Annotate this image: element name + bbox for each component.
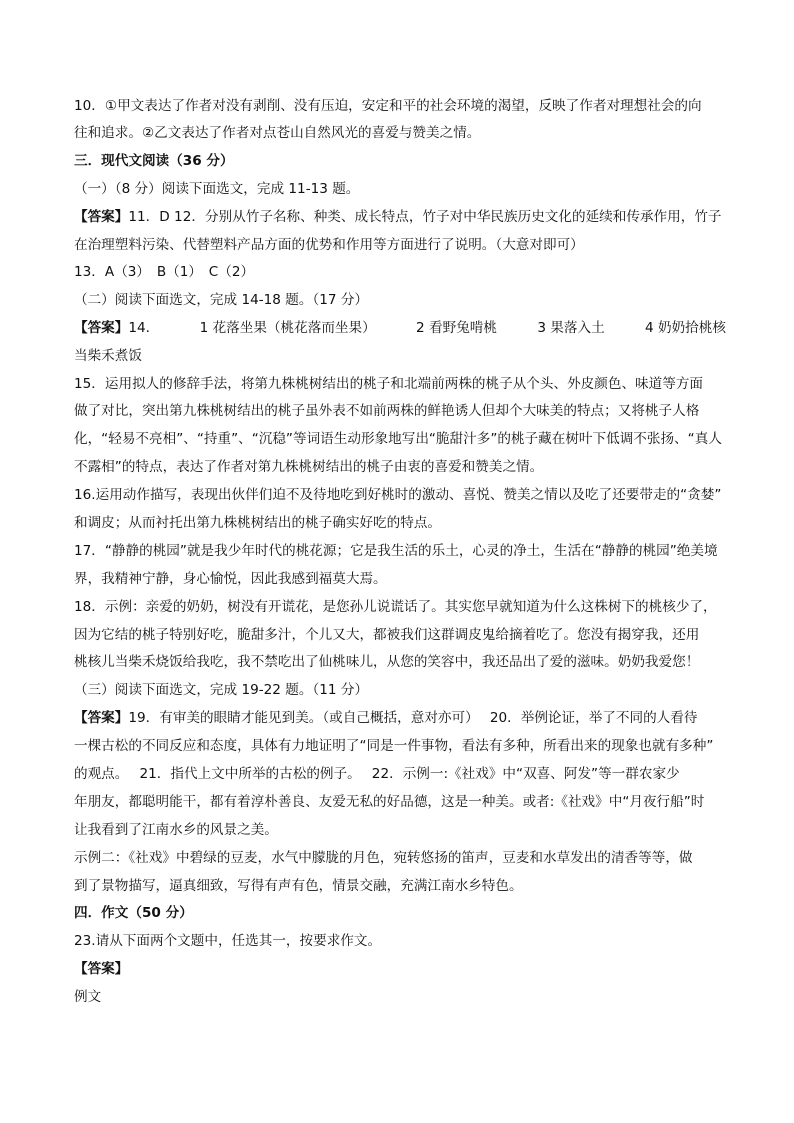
answer-22-example-two-line-1: 示例二：《社戏》中碧绿的豆麦，水气中朦胧的月色，宛转悠扬的笛声，豆麦和水草发出的清香等等，做 [74,850,693,866]
answer-label-23: 【答案】 [74,961,129,977]
answer-14-item-3: 3 果落入土 [537,320,605,336]
answer-15-line-4: 不露相”的特点，表达了作者对第九株桃树结出的桃子由衷的喜爱和赞美之情。 [74,459,544,475]
answer-20-line-2: 一棵古松的不同反应和态度，具体有力地证明了“同是一件事物，看法有多种，所看出来的现象也就有多种” [74,738,714,754]
answer-17-line-1: 17．“静静的桃园”就是我少年时代的桃花源；它是我生活的乐土，心灵的净土，生活在“静静的桃园”绝美境 [74,543,718,559]
answer-14-label-group [74,319,159,337]
answer-text: 19．有审美的眼睛才能见到美。（或自己概括，意对亦可） 20．举例论证，举了不同的人看待 [128,710,698,726]
answer-10-line-1: 10．①甲文表达了作者对没有剥削、没有压迫，安定和平的社会环境的渴望，反映了作者对理想社会的向 [74,98,702,114]
answer-18-line-3: 桃核儿当柴禾烧饭给我吃，我不禁吃出了仙桃味儿，从您的笑容中，我还品出了爱的滋味。奶奶我爱您！ [74,654,700,670]
section-heading-composition: 四．作文（50 分） [74,905,193,921]
answer-label: 【答案】 [74,209,129,225]
sample-essay-label: 例文 [74,989,102,1005]
answer-22-line-2: 年朋友，都聪明能干，都有着淳朴善良、友爱无私的好品德，这是一种美。或者:《社戏》中“月夜行船”时 [74,794,705,810]
answer-14-item-1: 1 花落坐果（桃花落而坐果） [199,320,376,336]
answer-14-item-2: 2 看野兔啃桃 [416,320,497,336]
subsection-two-heading: （二）阅读下面选文，完成 14-18 题。（17 分） [74,292,369,308]
answer-22-example-two-line-2: 到了景物描写，逼真细致，写得有声有色，情景交融，充满江南水乡特色。 [74,878,523,894]
answer-15-line-1: 15．运用拟人的修辞手法，将第九株桃树结出的桃子和北端前两株的桃子从个头、外皮颜色、味道等方面 [74,376,704,392]
subsection-one-heading: （一）（8 分）阅读下面选文，完成 11-13 题。 [74,181,360,197]
answer-11-12-line-1 [74,208,734,226]
answer-label: 【答案】 [74,710,129,726]
answer-22-line-3: 让我看到了江南水乡的风景之美。 [74,822,278,838]
answer-label: 【答案】 [74,320,129,336]
question-23-line: 23.请从下面两个文题中，任选其一，按要求作文。 [74,933,382,949]
section-heading-modern-reading: 三．现代文阅读（36 分） [74,153,234,169]
subsection-three-heading: （三）阅读下面选文，完成 19-22 题。（11 分） [74,682,369,698]
answer-14-item-4: 4 奶奶拾桃核 [645,320,726,336]
answer-18-line-2: 因为它结的桃子特别好吃，脆甜多汁，个儿又大，都被我们这群调皮鬼给摘着吃了。您没有揭穿我，还用 [74,627,700,643]
answer-16-line-2: 和调皮；从而衬托出第九株桃树结出的桃子确实好吃的特点。 [74,515,442,531]
answer-10-line-2: 往和追求。②乙文表达了作者对点苍山自然风光的喜爱与赞美之情。 [74,125,481,141]
answer-13-line: 13．A（3） B（1） C（2） [74,264,255,280]
answer-17-line-2: 界，我精神宁静，身心愉悦，因此我感到福莫大焉。 [74,571,387,587]
answer-15-line-2: 做了对比，突出第九株桃树结出的桃子虽外表不如前两株的鲜艳诱人但却个大味美的特点；又将桃子人格 [74,403,700,419]
answer-18-line-1: 18．示例：亲爱的奶奶，树没有开谎花，是您孙儿说谎话了。其实您早就知道为什么这株树下的桃核少了， [74,599,717,615]
answer-16-line-1: 16.运用动作描写，表现出伙伴们迫不及待地吃到好桃时的激动、喜悦、赞美之情以及吃了还要带走的“贪婪” [74,487,722,503]
answer-14-line-2: 当柴禾煮饭 [74,348,142,364]
answer-11-12-line-2: 在治理塑料污染、代替塑料产品方面的优势和作用等方面进行了说明。（大意对即可） [74,237,584,253]
answer-14-number: 14． [128,320,160,336]
answer-21-22-line: 的观点。 21．指代上文中所举的古松的例子。 22．示例一:《社戏》中“双喜、阿发”等一群农家少 [74,766,680,782]
answer-14-line-1 [74,319,726,337]
answer-15-line-3: 化，“轻易不亮相”、“持重”、“沉稳”等词语生动形象地写出“脆甜汁多”的桃子藏在树叶下低调不张扬、“真人 [74,431,722,447]
answer-19-20-line-1 [74,709,734,727]
answer-text: 11．D 12．分别从竹子名称、种类、成长特点，竹子对中华民族历史文化的延续和传承作用，竹子 [128,209,722,225]
